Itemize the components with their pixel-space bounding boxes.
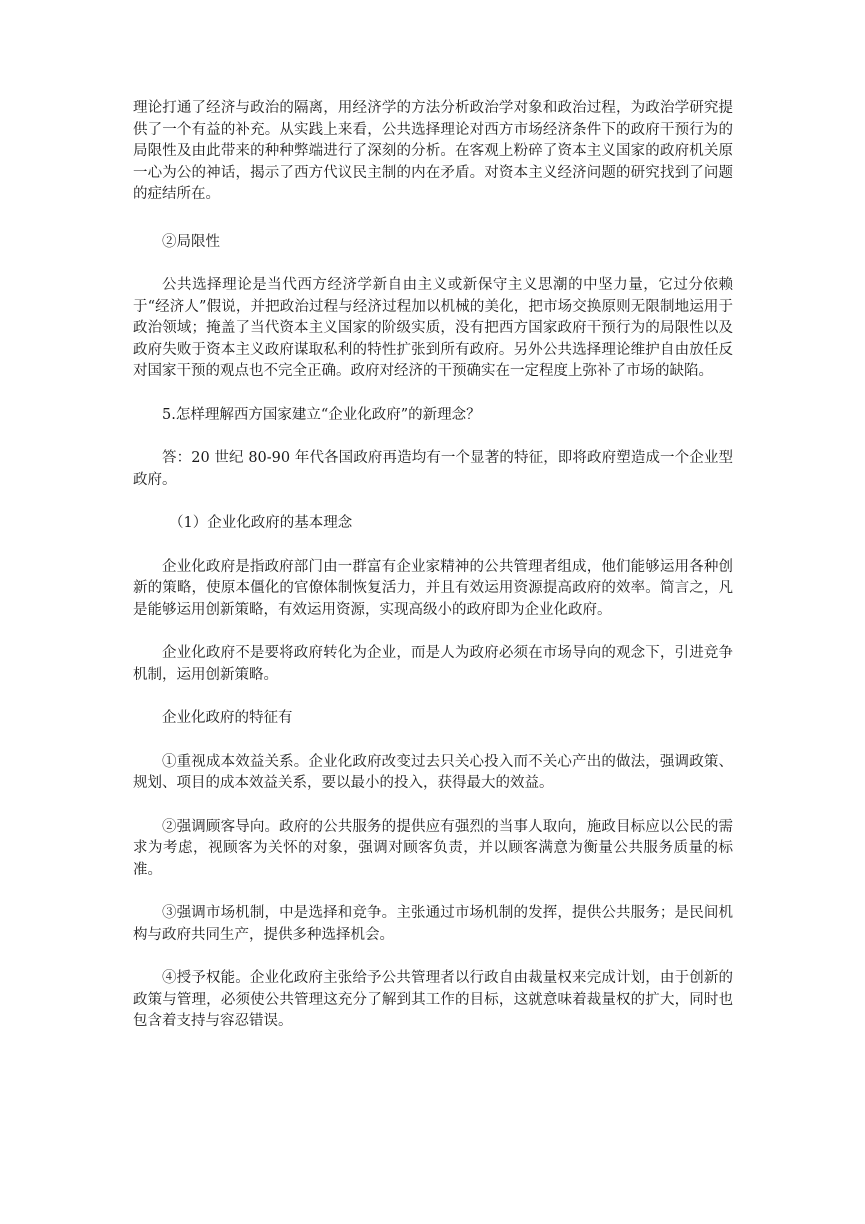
answer-paragraph: 答：20 世纪 80-90 年代各国政府再造均有一个显著的特征，即将政府塑造成一个企业型政府。 (133, 450, 733, 488)
subheading-basic-concept: （1）企业化政府的基本理念 (169, 515, 353, 531)
feature-item-1: ①重视成本效益关系。企业化政府改变过去只关心投入而不关心产出的做法，强调政策、规划、项目的成本效益关系，要以最小的投入，获得最大的效益。 (133, 753, 733, 791)
feature-item-2: ②强调顾客导向。政府的公共服务的提供应有强烈的当事人取向，施政目标应以公民的需求为考虑，视顾客为关怀的对象，强调对顾客负责，并以顾客满意为衡量公共服务质量的标准。 (133, 818, 733, 878)
paragraph-definition: 企业化政府是指政府部门由一群富有企业家精神的公共管理者组成，他们能够运用各种创新的策略，使原本僵化的官僚体制恢复活力，并且有效运用资源提高政府的效率。简言之，凡是能够运用创新策略，有效运用资源，实现高级小的政府即为企业化政府。 (133, 558, 733, 618)
paragraph-intro-continuation: 理论打通了经济与政治的隔离，用经济学的方法分析政治学对象和政治过程，为政治学研究提供了一个有益的补充。从实践上来看，公共选择理论对西方市场经济条件下的政府干预行为的局限性及由此带来的种种弊端进行了深刻的分析。在客观上粉碎了资本主义国家的政府机关原一心为公的神话，揭示了西方代议民主制的内在矛盾。对资本主义经济问题的研究找到了问题的症结所在。 (133, 100, 733, 202)
paragraph-features-intro: 企业化政府的特征有 (162, 710, 293, 726)
paragraph-limitations-body: 公共选择理论是当代西方经济学新自由主义或新保守主义思潮的中坚力量，它过分依赖于“经济人”假说，并把政治过程与经济过程加以机械的美化，把市场交换原则无限制地运用于政治领域；掩盖了当代资本主义国家的阶级实质，没有把西方国家政府干预行为的局限性以及政府失败于资本主义政府谋取私利的特性扩张到所有政府。另外公共选择理论维护自由放任反对国家干预的观点也不完全正确。政府对经济的干预确实在一定程度上弥补了市场的缺陷。 (133, 277, 733, 379)
paragraph-not-enterprise: 企业化政府不是要将政府转化为企业，而是人为政府必须在市场导向的观念下，引进竞争机制，运用创新策略。 (133, 645, 733, 683)
feature-item-4: ④授予权能。企业化政府主张给予公共管理者以行政自由裁量权来完成计划，由于创新的政策与管理，必须使公共管理这充分了解到其工作的目标，这就意味着裁量权的扩大，同时也包含着支持与容忍错误。 (133, 970, 733, 1029)
question-5-heading: 5.怎样理解西方国家建立“企业化政府”的新理念？ (162, 406, 481, 423)
document-body (133, 98, 733, 1055)
feature-item-3: ③强调市场机制，中是选择和竞争。主张通过市场机制的发挥，提供公共服务；是民间机构与政府共同生产，提供多种选择机会。 (133, 905, 733, 943)
paragraph-limitations-heading: ②局限性 (162, 233, 220, 250)
